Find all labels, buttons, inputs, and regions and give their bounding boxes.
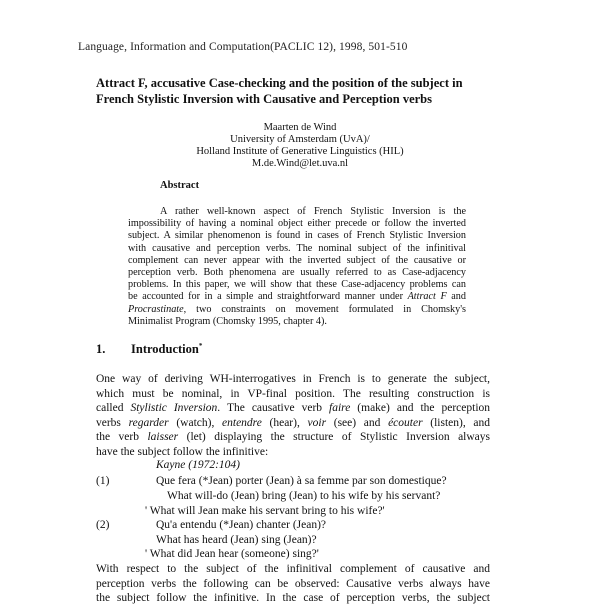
example-source-text: Kayne (1972:104) <box>156 459 240 471</box>
intro-text: (make) and the perception <box>350 402 491 414</box>
abstract-line: problems. In this paper, we will show that these Case-adjacency problems can <box>128 279 466 291</box>
example-1-french: Que fera (*Jean) porter (Jean) à sa femme par son domestique? <box>156 475 447 487</box>
term-voir: voir <box>307 416 327 429</box>
term-stylistic-inversion: Stylistic Inversion <box>130 402 218 414</box>
abstract-line: complement can never appear with the inverted subject of the causative or <box>128 254 466 266</box>
intro-line <box>96 430 490 445</box>
abstract-line <box>128 291 466 303</box>
abstract-text: be accounted for in a simple and straightforward manner under <box>128 291 403 303</box>
abstract-line: A rather well-known aspect of French Stylistic Inversion is the <box>160 206 466 217</box>
intro-text: called <box>96 402 131 414</box>
intro-text: (listen), and <box>422 416 490 429</box>
abstract-line: with causative and perception verbs. The nominal subject of the infinitival <box>128 242 466 254</box>
term-attract-f: Attract F <box>407 291 447 303</box>
paper-title-line-1: Attract F, accusative Case-checking and the position of the subject in <box>96 76 463 90</box>
intro-text: (let) displaying the structure of Stylistic Inversion always <box>178 431 490 443</box>
intro-text: (hear), <box>261 416 308 429</box>
example-2-translation: ' What did Jean hear (someone) sing?' <box>145 548 319 560</box>
section-title: Introduction <box>131 342 199 357</box>
author-name: Maarten de Wind <box>263 122 337 133</box>
closing-line: With respect to the subject of the infinitival complement of causative and <box>96 563 490 575</box>
section-heading <box>96 342 202 357</box>
abstract-body <box>128 206 466 328</box>
intro-text: (see) and <box>326 416 389 429</box>
intro-line: One way of deriving WH-interrogatives in French is to generate the subject, <box>96 373 490 385</box>
abstract-text: , two constraints on movement formulated in Chomsky's <box>183 303 466 315</box>
term-procrastinate: Procrastinate <box>128 303 184 315</box>
closing-line: the subject follow the infinitive. In the case of perception verbs, the subject <box>96 592 490 604</box>
term-entendre: entendre <box>222 416 262 429</box>
intro-text: the verb <box>96 431 148 443</box>
paper-title-line-2: French Stylistic Inversion with Causative and Perception verbs <box>96 92 432 106</box>
abstract-text: and <box>446 291 466 303</box>
author-email: M.de.Wind@let.uva.nl <box>251 158 349 169</box>
author-affiliation-2: Holland Institute of Generative Linguistics (HIL) <box>196 146 404 157</box>
intro-line <box>96 416 490 431</box>
intro-line: which must be nominal, in VP-final position. The resulting construction is <box>96 387 490 400</box>
abstract-line: Minimalist Program (Chomsky 1995, chapter 4). <box>128 315 327 327</box>
term-laisser: laisser <box>147 431 179 443</box>
closing-paragraph <box>96 562 490 606</box>
example-2-french: Qu'a entendu (*Jean) chanter (Jean)? <box>156 519 327 531</box>
intro-text: verbs <box>96 416 129 429</box>
abstract-heading: Abstract <box>160 180 200 191</box>
intro-line: have the subject follow the infinitive: <box>96 445 269 458</box>
term-faire: faire <box>329 402 351 414</box>
abstract-line: impossibility of having a nominal object either precede or follow the inverted <box>128 218 466 230</box>
intro-text: . The causative verb <box>217 402 330 414</box>
example-2-number: (2) <box>96 519 110 531</box>
term-regarder: regarder <box>128 416 169 429</box>
abstract-line: subject. A similar phenomenon is found in cases of French Stylistic Inversion <box>128 230 466 242</box>
author-affiliation-1: University of Amsterdam (UvA)/ <box>230 134 370 145</box>
footnote-marker: * <box>198 342 203 350</box>
intro-text: (watch), <box>168 416 223 429</box>
abstract-line: perception verb. Both phenomena are usually referred to as Case-adjacency <box>128 267 466 279</box>
term-ecouter: écouter <box>388 416 423 429</box>
running-header: Language, Information and Computation(PACLIC 12), 1998, 501-510 <box>78 41 408 53</box>
intro-line <box>96 401 490 416</box>
section-number: 1. <box>96 342 106 357</box>
example-1-gloss: What will-do (Jean) bring (Jean) to his wife by his servant? <box>167 490 441 502</box>
example-source <box>156 459 240 471</box>
abstract-line <box>128 304 466 316</box>
intro-paragraph <box>96 372 490 459</box>
example-2-gloss: What has heard (Jean) sing (Jean)? <box>156 534 317 546</box>
closing-line: perception verbs the following can be observed: Causative verbs always have <box>96 577 490 590</box>
example-1-number: (1) <box>96 475 110 487</box>
example-1-translation: ' What will Jean make his servant bring to his wife?' <box>145 505 385 517</box>
